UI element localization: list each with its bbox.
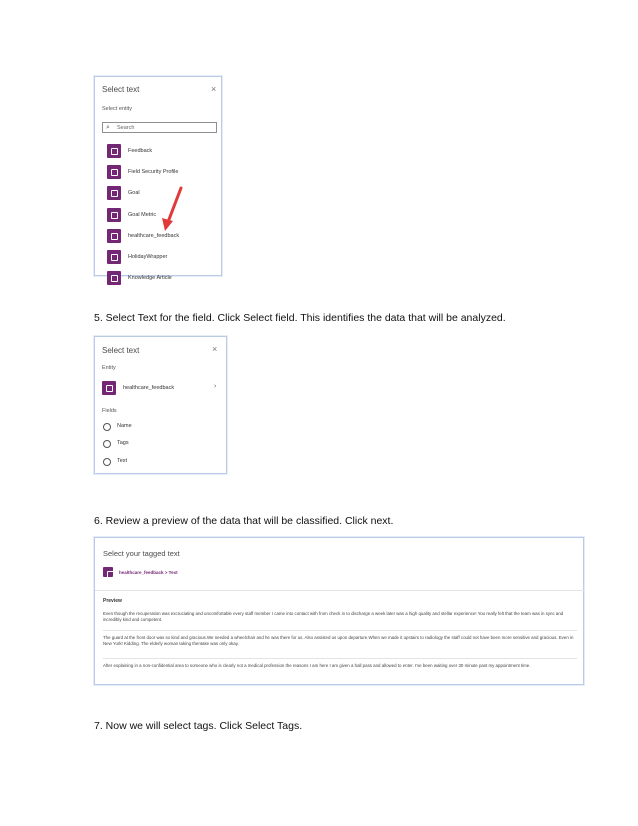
red-arrow-annotation: [159, 184, 189, 234]
preview-row: Even though the recuperation was excruciating and uncomfortable every staff member I came into contact with from check in to discharge a week later was a high quality and stellar experience! You really felt that the team was in sync and incredibly kind and competent.: [103, 611, 564, 622]
entity-label: healthcare_feedback: [123, 385, 175, 391]
close-icon[interactable]: ×: [212, 344, 218, 354]
list-item[interactable]: [107, 246, 217, 268]
close-icon[interactable]: ×: [211, 84, 217, 94]
list-item[interactable]: [107, 140, 217, 162]
radio-button[interactable]: [103, 458, 111, 466]
entity-label: Goal Metric: [128, 212, 157, 218]
entity-label: Field Security Profile: [128, 169, 179, 175]
preview-row: The guard at the front door was so kind and gracious.We needed a wheelchair and he was there for us. Also assisted us upon departure.When we made it upstairs to radiology the staff could not have been more sensitive and gracious. Even in New York! Kidding. The elderly woman taking thentake was only okay.: [103, 635, 574, 646]
divider: [103, 658, 577, 659]
entity-icon: [103, 567, 113, 577]
panel-title: Select text: [102, 346, 140, 355]
entity-label: Goal: [128, 190, 140, 196]
entity-icon: [107, 271, 121, 285]
step-6-instruction: 6. Review a preview of the data that will be classified. Click next.: [94, 515, 394, 527]
step-5-instruction: 5. Select Text for the field. Click Select field. This identifies the data that will be analyzed.: [94, 312, 506, 324]
list-item[interactable]: [107, 161, 217, 183]
panel-title: Select text: [102, 85, 140, 94]
entity-section-label: Entity: [102, 365, 116, 371]
selected-entity-row[interactable]: [102, 377, 222, 399]
field-option-tags[interactable]: [103, 439, 213, 453]
search-input[interactable]: [102, 122, 217, 133]
search-placeholder: Search: [117, 125, 135, 131]
preview-label: Preview: [103, 598, 122, 604]
select-entity-label: Select entity: [102, 106, 132, 112]
entity-label: Knowledge Article: [128, 275, 172, 281]
search-icon: ⌕: [106, 124, 110, 131]
list-item[interactable]: [107, 267, 217, 289]
entity-label: healthcare_feedback: [128, 233, 180, 239]
entity-icon: [102, 381, 116, 395]
entity-icon: [107, 229, 121, 243]
chevron-right-icon: ›: [214, 383, 217, 390]
entity-icon: [107, 144, 121, 158]
tagged-text-preview-panel: [94, 537, 584, 685]
field-label: Text: [117, 458, 128, 464]
entity-label: Feedback: [128, 148, 153, 154]
field-option-text[interactable]: [103, 457, 213, 471]
preview-row: After explaining in a non-confidential area to someone who is clearly not a medical profession the reasons I am here I am given a hall pass and allowed to enter. I've been waiting over 30 minute past my appointment time.: [103, 663, 531, 668]
entity-icon: [107, 250, 121, 264]
select-entity-panel: [94, 76, 222, 281]
entity-icon: [107, 165, 121, 179]
field-label: Name: [117, 423, 132, 429]
field-label: Tags: [117, 440, 129, 446]
field-option-name[interactable]: [103, 422, 213, 436]
entity-icon: [107, 208, 121, 222]
breadcrumb: healthcare_feedback > Text: [119, 570, 178, 575]
select-field-panel: [94, 336, 227, 474]
entity-label: HolidayWrapper: [128, 254, 168, 260]
fields-section-label: Fields: [102, 408, 117, 414]
radio-button[interactable]: [103, 423, 111, 431]
panel-title: Select your tagged text: [103, 549, 180, 558]
step-7-instruction: 7. Now we will select tags. Click Select Tags.: [94, 720, 303, 732]
divider: [103, 630, 577, 631]
divider: [95, 590, 585, 591]
radio-button[interactable]: [103, 440, 111, 448]
entity-icon: [107, 186, 121, 200]
